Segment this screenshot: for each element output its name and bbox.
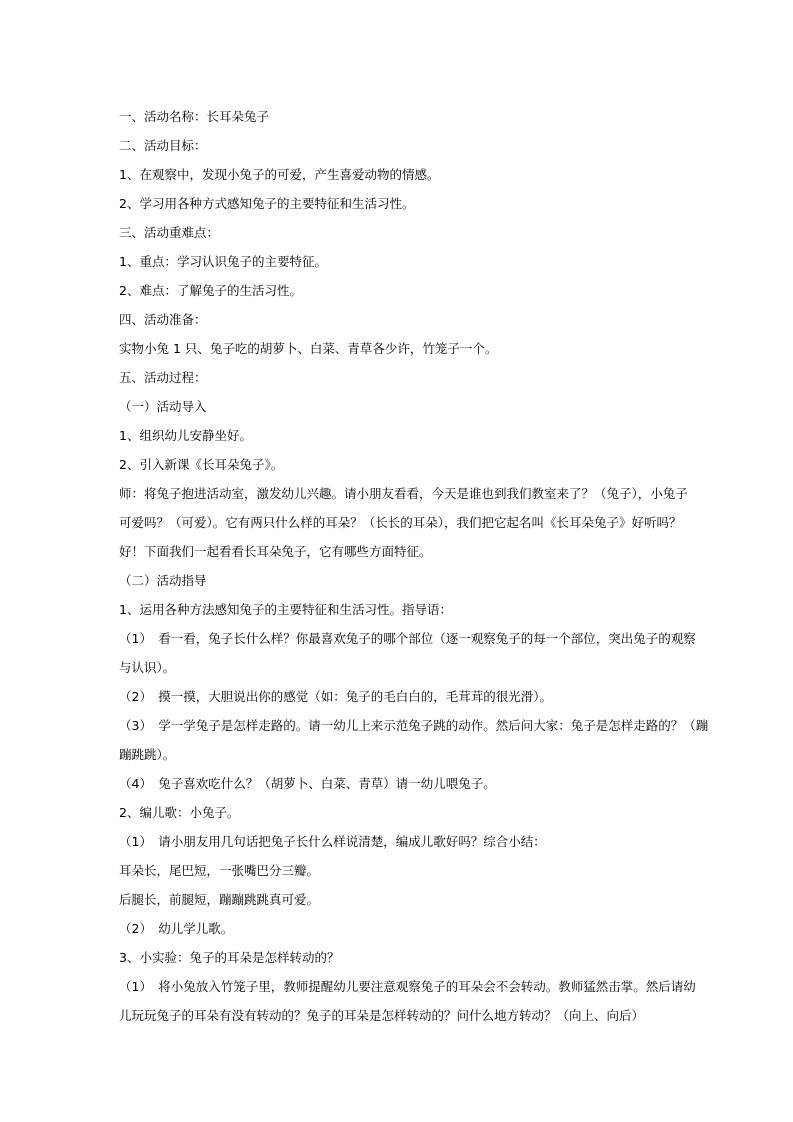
- paragraph-line: 儿玩玩兔子的耳朵有没有转动的？兔子的耳朵是怎样转动的？问什么地方转动？（向上、向后）: [119, 1008, 645, 1023]
- heading-activity-name: 一、活动名称：长耳朵兔子: [119, 109, 270, 124]
- paragraph-line: 蹦跳跳）。: [119, 747, 176, 762]
- rhyme-line: 耳朵长，尾巴短，一张嘴巴分三瓣。: [119, 863, 320, 878]
- paragraph-line: （4） 兔子喜欢吃什么？（胡萝卜、白菜、青草）请一幼儿喂兔子。: [119, 776, 496, 791]
- heading-activity-goals: 二、活动目标：: [119, 138, 207, 153]
- paragraph-line: （2） 幼儿学儿歌。: [119, 921, 234, 936]
- paragraph-line: 可爱吗？（可爱）。它有两只什么样的耳朵？（长长的耳朵），我们把它起名叫《长耳朵兔子》好听吗？: [119, 515, 682, 530]
- heading-key-points: 三、活动重难点：: [119, 225, 220, 240]
- document-body: [119, 102, 709, 1030]
- goal-item: 2、学习用各种方式感知兔子的主要特征和生活习性。: [119, 196, 415, 211]
- preparation-text: 实物小兔 1 只、兔子吃的胡萝卜、白菜、青草各少许，竹笼子一个。: [119, 341, 498, 356]
- heading-process: 五、活动过程：: [119, 370, 207, 385]
- key-point-item: 2、难点：了解兔子的生活习性。: [119, 283, 302, 298]
- rhyme-line: 后腿长，前腿短，蹦蹦跳跳真可爱。: [119, 892, 320, 907]
- subheading-guidance: （二）活动指导: [119, 573, 207, 588]
- paragraph-line: 3、小实验：兔子的耳朵是怎样转动的？: [119, 950, 340, 965]
- paragraph-line: 1、运用各种方法感知兔子的主要特征和生活习性。指导语：: [119, 602, 452, 617]
- goal-item: 1、在观察中，发现小兔子的可爱，产生喜爱动物的情感。: [119, 167, 440, 182]
- paragraph-line: 2、引入新课《长耳朵兔子》。: [119, 457, 284, 472]
- heading-preparation: 四、活动准备：: [119, 312, 207, 327]
- paragraph-line: 好！下面我们一起看看长耳朵兔子，它有哪些方面特征。: [119, 544, 432, 559]
- paragraph-line: （2） 摸一摸，大胆说出你的感觉（如：兔子的毛白白的，毛茸茸的很光滑）。: [119, 689, 552, 704]
- paragraph-line: 2、编儿歌：小兔子。: [119, 805, 240, 820]
- paragraph-line: （1） 将小兔放入竹笼子里，教师提醒幼儿要注意观察兔子的耳朵会不会转动。教师猛然击掌。然后请幼: [119, 979, 696, 994]
- paragraph-line: （1） 请小朋友用几句话把兔子长什么样说清楚，编成儿歌好吗？综合小结：: [119, 834, 546, 849]
- paragraph-line: 1、组织幼儿安静坐好。: [119, 428, 252, 443]
- paragraph-line: （3） 学一学兔子是怎样走路的。请一幼儿上来示范兔子跳的动作。然后问大家：兔子是怎样走路的？（蹦: [119, 718, 709, 733]
- paragraph-line: （1） 看一看，兔子长什么样？你最喜欢兔子的哪个部位（逐一观察兔子的每一个部位，突出兔子的观察: [119, 631, 696, 646]
- subheading-introduction: （一）活动导入: [119, 399, 207, 414]
- key-point-item: 1、重点：学习认识兔子的主要特征。: [119, 254, 327, 269]
- paragraph-line: 与认识）。: [119, 660, 176, 675]
- paragraph-line: 师：将兔子抱进活动室，激发幼儿兴趣。请小朋友看看，今天是谁也到我们教室来了？（兔子），小兔子: [119, 486, 688, 501]
